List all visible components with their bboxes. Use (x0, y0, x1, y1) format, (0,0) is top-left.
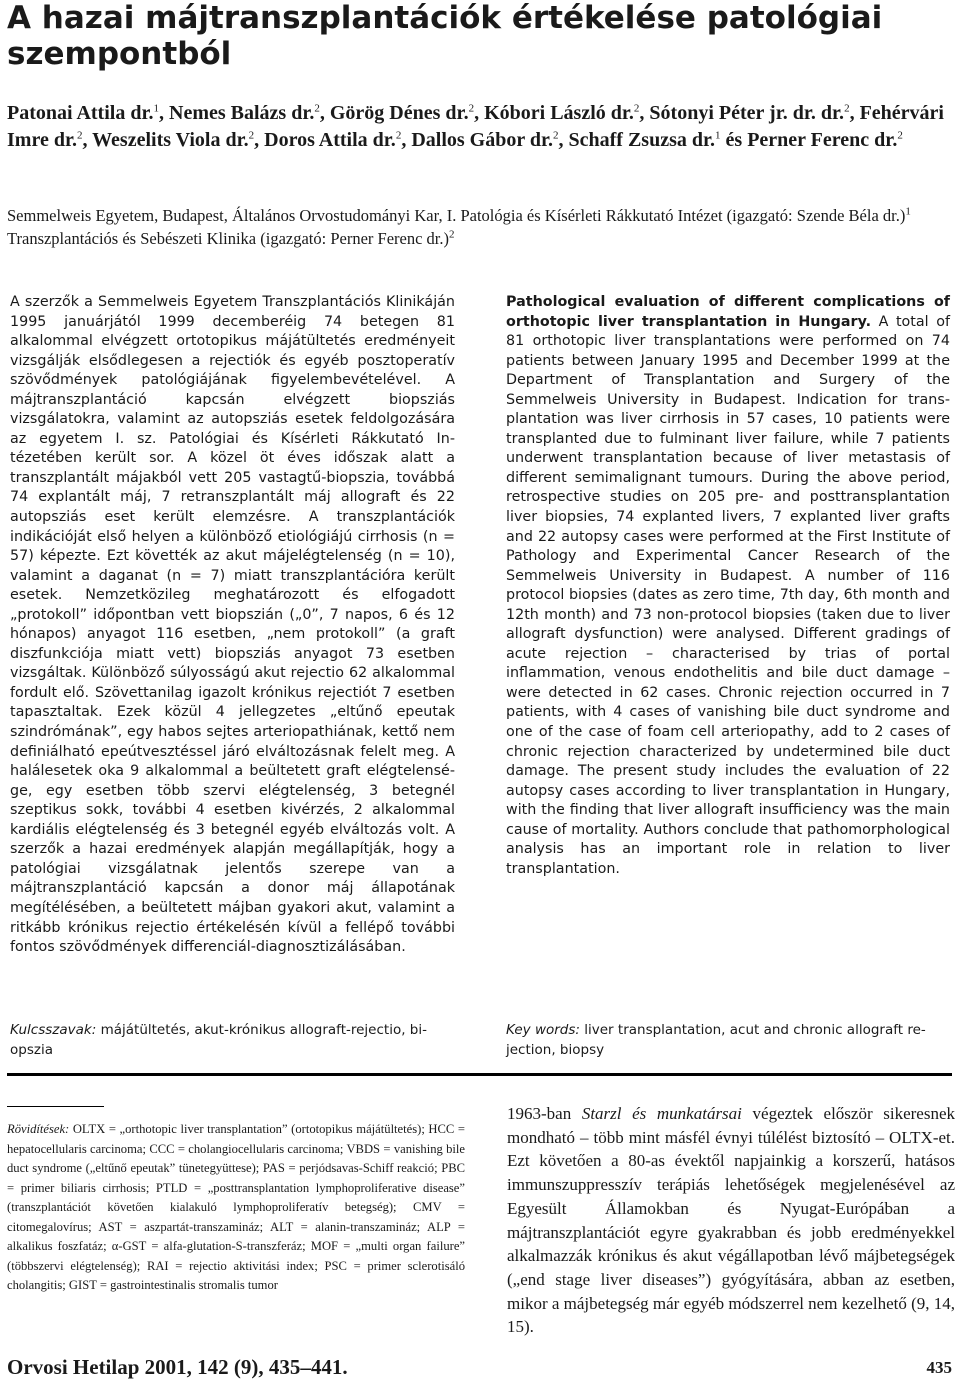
affiliation-marker: 2 (633, 102, 640, 115)
body-text-rest: végeztek először sikeresnek mondható – több mint másfél évnyi túlélést biztosító – OLTX-et. Ezt követően a 80-as évektől napjainkig a korszerű, hatásos immunszuppresszív terápiás lehetőségek megjelenésével az Egyesült Államokban és Nyugat-Európában a májtranszplantációt egyre gyakrabban és jobb eredményekkel alkalmazzák krónikus és akut végállapotban lévő májbetegségek („end stage liver diseases”) gyógyítására, abban az esetben, mikor a májbetegség már egyéb módszerrel nem kezelhető (9, 14, 15). (507, 1104, 955, 1337)
keywords-hungarian (10, 1020, 455, 1060)
author-list (7, 100, 952, 154)
body-text-start: 1963-ban (507, 1104, 582, 1123)
affiliation-marker: 1 (715, 129, 721, 142)
author-name: , Sótonyi Péter jr. dr. dr. (639, 102, 845, 124)
keywords-hungarian-label: Kulcsszavak: (10, 1022, 97, 1038)
author-name: , Weszelits Viola dr. (82, 129, 249, 151)
abbreviations-text: OLTX = „orthotopic liver transplantation” (ortotopikus májátültetés); HCC = hepatocellularis carcinoma; CCC = cholangiocellularis carcinoma; VBDS = vanishing bile duct syndrome („eltűnő epeutak” tünetegyüttese); PAS = perjódsavas-Schiff reakció; PBC = primer biliaris cirrhosis; PTLD = „posttransplantation lymphoproliferative disease” (transzplantációt követően kialakuló lymphoproliferatív betegség); CMV = citomegalovírus; AST = aszpartát-transzamináz; ALT = alanin-transzamináz; ALP = alkalikus foszfatáz; α-GST = alfa-glutation-S-transzferáz; MOF = „multi organ failure” (többszervi elégtelenség); RAI = rejectio aktivitási index; PSC = primer sclerotisáló cholangitis; GIST = gastrointestinalis stromalis tumor (7, 1122, 465, 1292)
abbreviations-footnote (7, 1120, 465, 1296)
author-name: , Doros Attila dr. (254, 129, 396, 151)
page-number: 435 (926, 1358, 952, 1377)
affiliation-marker: 2 (897, 129, 903, 142)
body-paragraph (507, 1102, 955, 1339)
affiliation-marker: 2 (314, 102, 320, 115)
author-name: , Kóbori László dr. (474, 102, 634, 124)
affiliation-marker: 2 (248, 129, 255, 142)
author-name: Patonai Attila dr. (7, 102, 154, 124)
author-name: , Schaff Zsuzsa dr. (558, 129, 716, 151)
author-name: , Nemes Balázs dr. (159, 102, 315, 124)
footnote-divider (7, 1106, 104, 1107)
abstract-english-text: A total of 81 orthotopic liver transplantations were performed on 74 patients between January 1995 and December 1999 at the Department of Transplantation and Surgery of the Semmelweis University in Budapest. Indication for transplantation was liver cirrhosis in 57 cases, 10 patients were transplanted due to fulminant liver failure, while 7 patients underwent transplantation because of liver metastasis of different semimalignant tumours. During the above period, retrospective studies on 205 pre- and posttransplantation liver biopsies, 74 explanted livers, 7 explanted liver grafts and 22 autopsy cases were performed at the First Institute of Pathology and Experimental Cancer Research of the Semmelweis University in Budapest. A number of 116 protocol biopsies (dates as zero time, 7th day, 6th month and 12th month) and 73 non-protocol biopsies (taken due to liver allograft dysfunction) were analysed. Different gradings of acute rejection – characterised by trias of portal inflammation, venous endothelitis and bile duct damage – were detected in 62 cases. Chronic rejection occurred in 7 patients, with 4 cases of vanishing bile duct syndrome and one of the case of foam cell arteriopathy, add to 2 cases of chronic rejection characterized by undetermined bile duct damage. The present study includes the evaluation of 22 autopsy cases according to liver transplantation in Hungary, with the finding that liver allograft insufficiency was the main cause of mortality. Authors conclude that pathomorphological analysis has an important role in relation to liver transplantation. (506, 313, 950, 877)
affiliation-marker: 2 (468, 102, 475, 115)
author-name: és Perner Ferenc dr. (720, 129, 898, 151)
affiliation-2 (7, 227, 952, 250)
affiliation-marker: 1 (153, 102, 159, 115)
author-name: , Fehérvári Imre dr. (7, 102, 944, 151)
affiliation-marker: 2 (77, 129, 83, 142)
affiliation-1 (7, 204, 952, 227)
author-name: , Görög Dénes dr. (319, 102, 469, 124)
keywords-hungarian-text: májátültetés, akut-krónikus allograft-rejectio, biopszia (10, 1022, 427, 1058)
affiliation-1-marker: 1 (905, 205, 911, 218)
affiliation-2-marker: 2 (449, 228, 455, 241)
abstract-english-heading: Pathological evaluation of different complications of orthotopic liver transplantation in Hungary. (506, 294, 950, 330)
abbreviations-label: Rövidítések: (7, 1122, 70, 1136)
keywords-english-text: liver transplantation, acut and chronic allograft rejection, biopsy (506, 1022, 926, 1058)
affiliation-1-text: Semmelweis Egyetem, Budapest, Általános Orvostudományi Kar, I. Patológia és Kísérleti Rákkutató Intézet (igazgató: Szende Béla dr.) (7, 206, 906, 225)
affiliation-marker: 2 (395, 129, 402, 142)
article-title: A hazai májtranszplantációk értékelése patológiai szempontból (7, 0, 883, 72)
affiliation-2-text: Transzplantációs és Sebészeti Klinika (igazgató: Perner Ferenc dr.) (7, 229, 450, 248)
section-divider (7, 1073, 952, 1076)
affiliation-marker: 2 (553, 129, 559, 142)
abstract-english (506, 293, 950, 879)
author-name: , Dallos Gábor dr. (401, 129, 554, 151)
abstract-hungarian: A szerzők a Semmelweis Egyetem Transzplantációs Klinikáján 1995 januárjától 1999 decemberéig 74 betegen 81 alkalommal elvégzett ortotopikus májátültetés eredményeit vizsgálják elsődlegesen a rejectiók és egyéb posztoperatív szövődmények patológiájának figyelembevételével. A májtranszplantáció kapcsán elvégzett biopsziás vizsgálatokra, valamint az autopsziás esetek feldolgozására az egyetem I. sz. Patológiai és Kísérleti Rákkutató Intézetében került sor. A közel öt éves időszak alatt a transzplantált májakból vett 205 vastagtű-biopszia, továbbá 74 explantált máj, 7 retranszplantált máj allograft és 22 autopsziás eset került elemzésre. A transzplantációk indikációját első helyen a különböző etiológiájú cirrhosis (n = 57) képezte. Ezt követték az akut májelégtelenség (n = 10), valamint a daganat (n = 7) miatt transzplantációra került esetek. Nemzetközileg meghatározott és elfogadott „protokoll” időpontban vett biopszián („0”, 7 napos, 6 és 12 hónapos) anyagot 116 esetben, „nem protokoll” (a graft diszfunkciója miatt vett) biopsziás anyagot 73 esetben vizsgáltak. Különböző súlyosságú akut rejectio 62 alkalommal fordult elő. Szövettanilag igazolt krónikus rejectiót 7 esetben tapasztaltak. Ezek közül 4 jellegzetes „eltűnő epeutak szindrómának”, egy habos sejtes arteriopathiának, kettő nem definiálható epeútvesztéssel járó elváltozásnak felelt meg. A halálesetek oka 9 alkalommal a beültetett graft elégtelensége, egy esetben több szervi elégtelenség, 3 betegnél szeptikus sokk, további 4 esetben kivérzés, 2 alkalommal kardiális elégtelenség és 3 betegnél egyéb elváltozás volt. A szerzők a hazai eredmények alapján megállapítják, hogy a patológiai vizsgálatnak jelentős szerepe van a májtranszplantáció kapcsán a donor máj állapotának megítélésében, a beültetett májban gyakori akut, valamint a ritkább krónikus rejectio értékelésén kívül a fellépő további fontos szövődmények differenciál-diagnosztizálásában. (10, 294, 455, 956)
keywords-english (506, 1020, 950, 1060)
journal-citation: Orvosi Hetilap 2001, 142 (9), 435–441. (7, 1355, 348, 1379)
affiliations (7, 204, 952, 250)
affiliation-marker: 2 (844, 102, 850, 115)
body-citation-authors: Starzl és munkatársai (581, 1104, 742, 1123)
keywords-english-label: Key words: (506, 1022, 580, 1038)
